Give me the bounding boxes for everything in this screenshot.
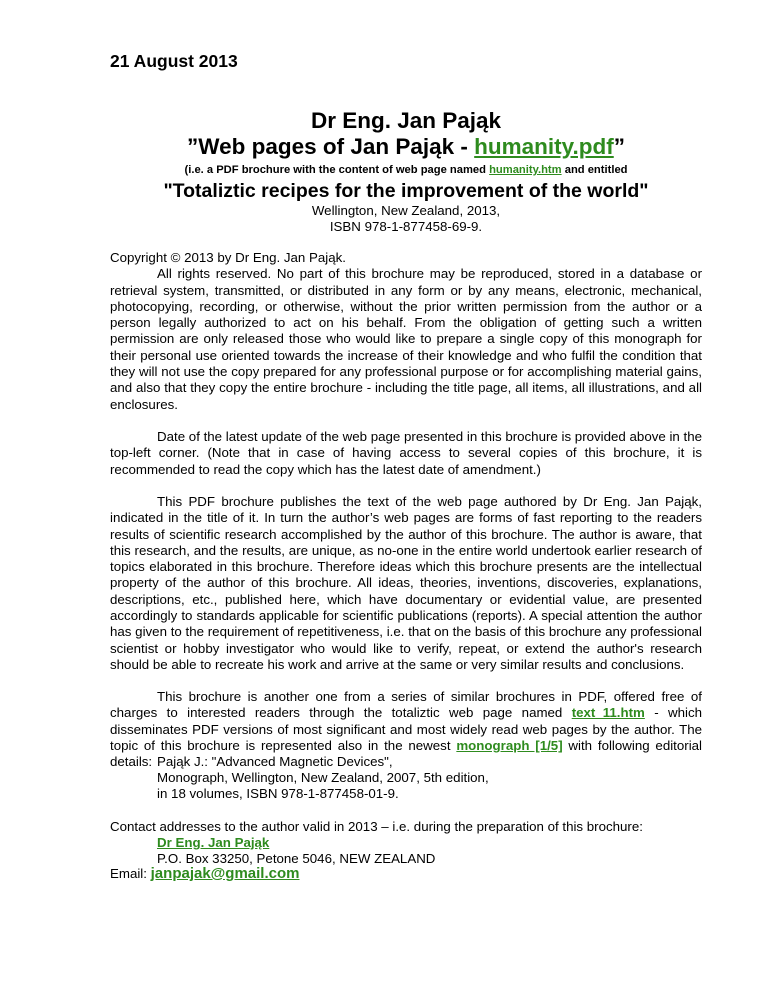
editorial-line-2: Monograph, Wellington, New Zealand, 2007, 5th edition,	[157, 770, 489, 785]
editorial-line-3: in 18 volumes, ISBN 978-1-877458-01-9.	[157, 786, 399, 801]
humanity-pdf-link[interactable]: humanity.pdf	[474, 134, 614, 159]
update-date: 21 August 2013	[110, 51, 238, 71]
email-row	[110, 866, 299, 882]
publishes-paragraph: This PDF brochure publishes the text of the web page authored by Dr Eng. Jan Pająk, indicated in the title of it. In turn the author’s web pages are forms of fast reporting to the readers results of scientific research accomplished by the author of this brochure. The author is aware, that this research, and the results, are unique, as no-one in the entire world undertook earlier research of topics elaborated in this brochure. Therefore ideas which this brochure presents are the intellectual property of the author of this brochure. All ideas, theories, inventions, discoveries, explanations, descriptions, etc., published here, which have documentary or evidential value, are presented accordingly to standards applicable for scientific publications (reports). A special attention the author has given to the requirement of repetitiveness, i.e. that on the basis of this brochure any professional scientist or hobby investigator who would like to verify, repeat, or extend the author's research should be able to recreate his work and arrive at the same or very similar results and conclusions.	[110, 494, 702, 672]
copyright-text: All rights reserved. No part of this brochure may be reproduced, stored in a database or retrieval system, transmitted, or distributed in any form or by any means, electronic, mechanical, photocopying, recording, or otherwise, without the prior written permission from the author or a person legally authorized to act on his behalf. From the obligation of getting such a written permission are only released those who would like to prepare a single copy of this monograph for their personal use oriented towards the increase of their knowledge and who fulfil the condition that they will not use the copy prepared for any professional purpose or for accomplishing material gains, and also that they copy the entire brochure - including the title page, all items, all illustrations, and all enclosures.	[110, 266, 702, 412]
subtitle-prefix: (i.e. a PDF brochure with the content of web page named	[184, 164, 490, 176]
text-11-link[interactable]: text_11.htm	[571, 705, 645, 721]
series-text-3: with following editorial details:	[110, 737, 702, 770]
brochure-title	[110, 134, 702, 160]
author-name-link[interactable]: Dr Eng. Jan Pająk	[157, 835, 270, 850]
copyright-paragraph	[110, 250, 702, 413]
subtitle-suffix: and entitled	[561, 164, 628, 176]
title-prefix: ”Web pages of Jan Pająk -	[187, 134, 475, 159]
publisher-line: Wellington, New Zealand, 2013,	[311, 203, 501, 218]
series-text-1: This brochure is another one from a series of similar brochures in PDF, offered free of charges to interested readers through the totaliztic web page named	[110, 689, 702, 721]
isbn-line: ISBN 978-1-877458-69-9.	[329, 219, 483, 234]
title-suffix: ”	[613, 134, 625, 159]
humanity-htm-link[interactable]: humanity.htm	[489, 164, 562, 176]
contact-name	[157, 835, 269, 851]
monograph-link[interactable]: monograph [1/5]	[456, 737, 563, 753]
update-paragraph: Date of the latest update of the web page presented in this brochure is provided above in the top-left corner. (Note that in case of having access to several copies of this brochure, it is recommended to read the copy which has the latest date of amendment.)	[110, 429, 702, 477]
author-heading: Dr Eng. Jan Pająk	[310, 108, 502, 133]
email-label: Email:	[110, 866, 151, 881]
web-page-title: "Totaliztic recipes for the improvement of the world"	[163, 180, 649, 202]
series-text-2: - which disseminates PDF versions of most significant and most widely read web pages by the author. The topic of this brochure is represented also in the newest	[110, 705, 703, 753]
editorial-line-1: Pająk J.: "Advanced Magnetic Devices",	[157, 754, 393, 769]
brochure-subtitle	[110, 163, 702, 177]
email-link[interactable]: janpajak@gmail.com	[150, 865, 300, 882]
postal-address: P.O. Box 33250, Petone 5046, NEW ZEALAND	[157, 851, 436, 866]
contact-intro: Contact addresses to the author valid in 2013 – i.e. during the preparation of this brochure:	[110, 819, 643, 834]
copyright-line: Copyright © 2013 by Dr Eng. Jan Pająk.	[110, 250, 346, 265]
